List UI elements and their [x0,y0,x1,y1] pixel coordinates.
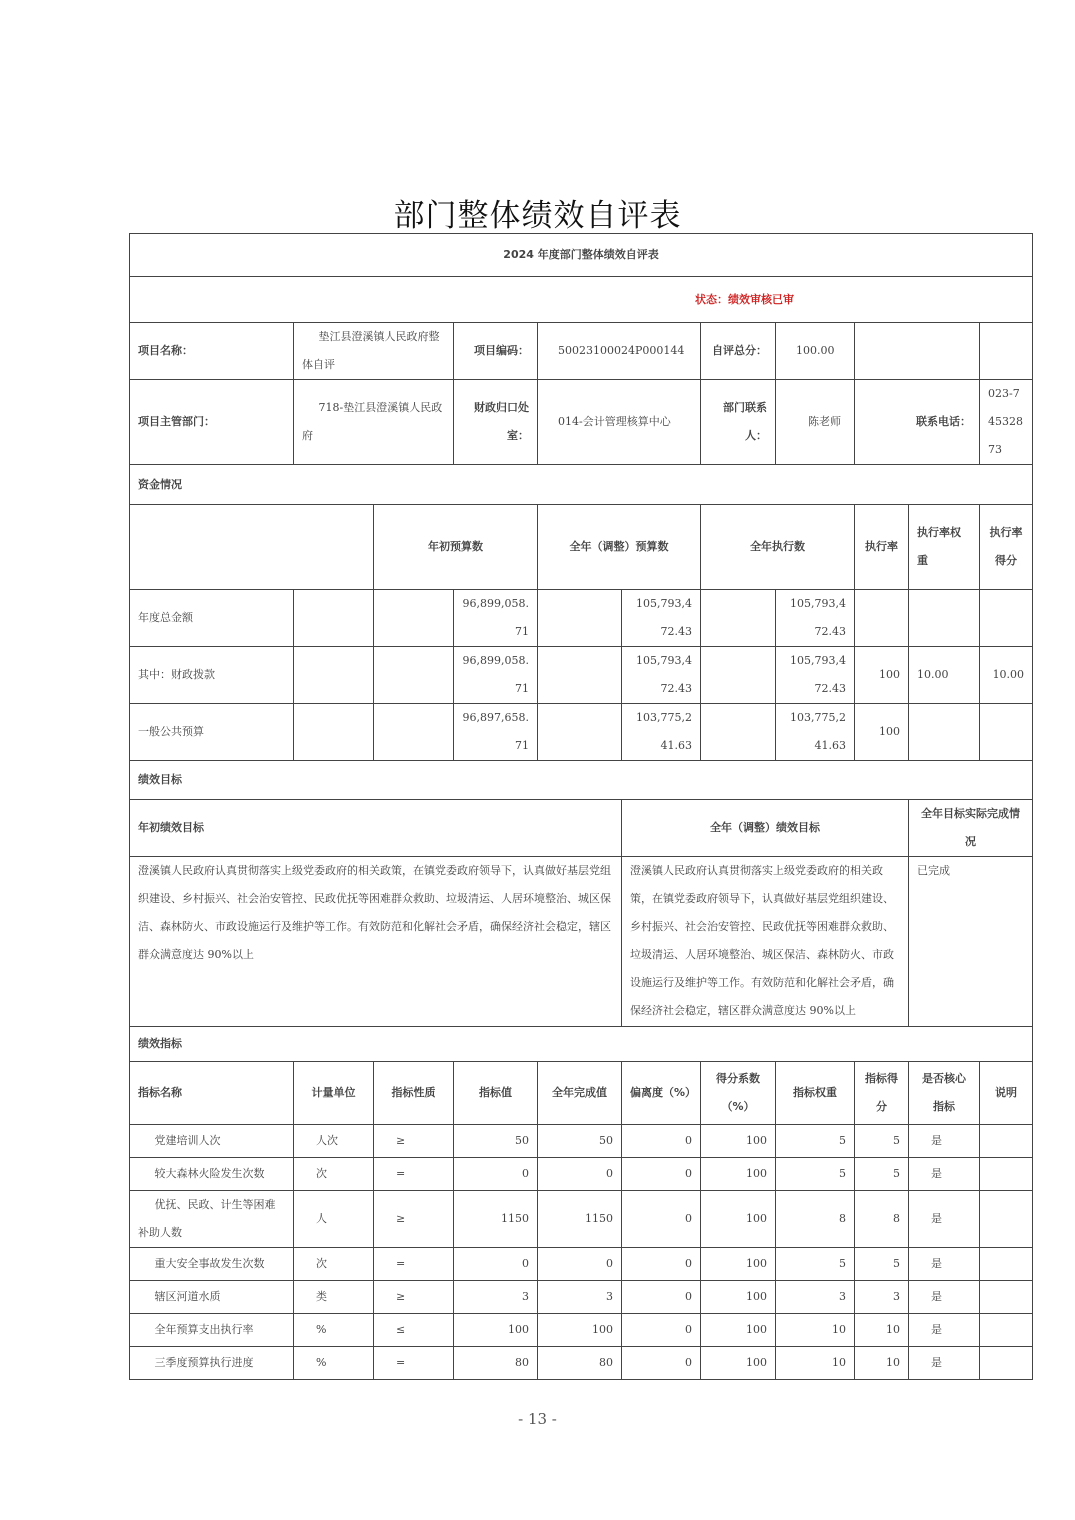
indicator-note [980,1125,1033,1158]
indicator-coef: 100 [701,1314,776,1347]
indicator-nature: ≤ [374,1314,454,1347]
indicator-score: 8 [855,1191,909,1248]
indicator-row [130,1125,1033,1158]
goals-actual-text: 已完成 [909,857,1033,1027]
funds-row-adjusted: 105,793,472.43 [622,590,701,647]
ind-header-core: 是否核心指标 [909,1062,980,1125]
indicator-row [130,1191,1033,1248]
indicator-nature: = [374,1347,454,1380]
goals-header-actual: 全年目标实际完成情况 [909,800,1033,857]
empty-cell [294,647,374,704]
project-name-label: 项目名称： [130,323,294,380]
project-code-value: 50023100024P000144 [538,323,701,380]
indicator-target: 0 [454,1248,538,1281]
indicator-name: 党建培训人次 [130,1125,294,1158]
indicator-weight: 10 [776,1314,855,1347]
indicator-deviation: 0 [622,1248,701,1281]
table-title: 2024 年度部门整体绩效自评表 [130,234,1033,277]
indicator-unit: % [294,1347,374,1380]
indicator-score: 5 [855,1125,909,1158]
indicator-score: 5 [855,1158,909,1191]
empty-cell [701,647,776,704]
contact-label: 部门联系人： [701,380,776,465]
indicator-target: 50 [454,1125,538,1158]
project-name-value: 垫江县澄溪镇人民政府整体自评 [294,323,454,380]
funds-row-rate: 100 [855,647,909,704]
indicator-weight: 5 [776,1248,855,1281]
page-number: - 13 - [518,1410,557,1428]
indicator-unit: 人次 [294,1125,374,1158]
indicator-weight: 3 [776,1281,855,1314]
indicator-target: 1150 [454,1191,538,1248]
indicator-deviation: 0 [622,1125,701,1158]
funds-section-label: 资金情况 [130,465,1033,505]
funds-row-score [980,704,1033,761]
indicator-actual: 0 [538,1158,622,1191]
indicator-actual: 50 [538,1125,622,1158]
indicator-deviation: 0 [622,1347,701,1380]
indicator-nature: ≥ [374,1281,454,1314]
funds-row-executed: 105,793,472.43 [776,590,855,647]
funds-header-adjusted: 全年（调整）预算数 [538,505,701,590]
indicator-name: 重大安全事故发生次数 [130,1248,294,1281]
indicator-nature: = [374,1248,454,1281]
ind-header-name: 指标名称 [130,1062,294,1125]
indicator-deviation: 0 [622,1281,701,1314]
funds-row-executed: 105,793,472.43 [776,647,855,704]
indicator-name: 辖区河道水质 [130,1281,294,1314]
funds-row-adjusted: 103,775,241.63 [622,704,701,761]
funds-row [130,704,1033,761]
funds-row-score: 10.00 [980,647,1033,704]
indicator-actual: 100 [538,1314,622,1347]
indicator-coef: 100 [701,1248,776,1281]
ind-header-coef: 得分系数（%） [701,1062,776,1125]
indicator-score: 10 [855,1347,909,1380]
funds-row-initial: 96,899,058.71 [454,590,538,647]
project-code-label: 项目编码： [454,323,538,380]
indicator-actual: 3 [538,1281,622,1314]
funds-header-executed: 全年执行数 [701,505,855,590]
indicator-target: 100 [454,1314,538,1347]
indicator-unit: 类 [294,1281,374,1314]
empty-cell [538,647,622,704]
indicator-row [130,1347,1033,1380]
indicator-coef: 100 [701,1191,776,1248]
ind-header-deviation: 偏离度（%） [622,1062,701,1125]
indicator-core: 是 [909,1347,980,1380]
funds-row-score [980,590,1033,647]
indicator-coef: 100 [701,1125,776,1158]
indicator-target: 0 [454,1158,538,1191]
phone-value: 023-74532873 [980,380,1033,465]
indicator-nature: ≥ [374,1125,454,1158]
funds-header-rate: 执行率 [855,505,909,590]
indicator-core: 是 [909,1281,980,1314]
funds-row-weight [909,590,980,647]
indicator-row [130,1314,1033,1347]
funds-row-executed: 103,775,241.63 [776,704,855,761]
indicator-deviation: 0 [622,1158,701,1191]
indicator-weight: 8 [776,1191,855,1248]
indicator-actual: 1150 [538,1191,622,1248]
empty-cell [538,704,622,761]
indicator-score: 3 [855,1281,909,1314]
indicator-name: 全年预算支出执行率 [130,1314,294,1347]
funds-header-initial: 年初预算数 [374,505,538,590]
status-row [130,277,1033,323]
indicator-note [980,1248,1033,1281]
funds-header-weight: 执行率权重 [909,505,980,590]
funds-row-rate: 100 [855,704,909,761]
empty-header-cell [130,505,374,590]
funds-header-score: 执行率得分 [980,505,1033,590]
indicator-deviation: 0 [622,1191,701,1248]
finance-office-value: 014-会计管理核算中心 [538,380,701,465]
indicator-note [980,1314,1033,1347]
ind-header-weight: 指标权重 [776,1062,855,1125]
indicator-coef: 100 [701,1281,776,1314]
empty-cell [855,323,980,380]
funds-row [130,590,1033,647]
indicator-unit: 次 [294,1248,374,1281]
goals-initial-text: 澄溪镇人民政府认真贯彻落实上级党委政府的相关政策，在镇党委政府领导下，认真做好基层党组织建设、乡村振兴、社会治安管控、民政优抚等困难群众救助、垃圾清运、人居环境整治、城区保洁、森林防火、市政设施运行及维护等工作。有效防范和化解社会矛盾，确保经济社会稳定，辖区群众满意度达 90%以上 [130,857,622,1027]
indicator-row [130,1281,1033,1314]
funds-row-weight [909,704,980,761]
empty-cell [374,590,454,647]
self-score-value: 100.00 [776,323,855,380]
ind-header-score: 指标得分 [855,1062,909,1125]
indicator-coef: 100 [701,1347,776,1380]
indicator-note [980,1191,1033,1248]
empty-cell [701,590,776,647]
indicator-name: 较大森林火险发生次数 [130,1158,294,1191]
empty-cell [374,647,454,704]
ind-header-nature: 指标性质 [374,1062,454,1125]
indicator-name: 优抚、民政、计生等困难补助人数 [130,1191,294,1248]
funds-row-weight: 10.00 [909,647,980,704]
indicator-row [130,1248,1033,1281]
indicator-score: 10 [855,1314,909,1347]
indicator-core: 是 [909,1158,980,1191]
indicator-actual: 0 [538,1248,622,1281]
dept-value: 718-垫江县澄溪镇人民政府 [294,380,454,465]
indicator-note [980,1158,1033,1191]
indicator-note [980,1347,1033,1380]
indicator-target: 3 [454,1281,538,1314]
empty-cell [374,704,454,761]
indicator-unit: 次 [294,1158,374,1191]
funds-row-name: 一般公共预算 [130,704,294,761]
finance-office-label: 财政归口处室： [454,380,538,465]
document-title: 部门整体绩效自评表 [393,198,682,234]
empty-cell [701,704,776,761]
indicator-nature: ≥ [374,1191,454,1248]
indicator-core: 是 [909,1191,980,1248]
indicator-name: 三季度预算执行进度 [130,1347,294,1380]
indicator-core: 是 [909,1248,980,1281]
indicator-nature: = [374,1158,454,1191]
phone-label: 联系电话： [855,380,980,465]
funds-row-rate [855,590,909,647]
indicator-row [130,1158,1033,1191]
goals-section-label: 绩效目标 [130,761,1033,800]
ind-header-note: 说明 [980,1062,1033,1125]
indicator-unit: 人 [294,1191,374,1248]
indicator-weight: 5 [776,1125,855,1158]
indicator-actual: 80 [538,1347,622,1380]
indicator-note [980,1281,1033,1314]
funds-row-initial: 96,899,058.71 [454,647,538,704]
goals-header-initial: 年初绩效目标 [130,800,622,857]
dept-label: 项目主管部门： [130,380,294,465]
status-badge: 状态：绩效审核已审 [695,292,794,306]
contact-value: 陈老师 [776,380,855,465]
indicator-target: 80 [454,1347,538,1380]
indicator-coef: 100 [701,1158,776,1191]
empty-cell [294,704,374,761]
funds-row-name: 其中：财政拨款 [130,647,294,704]
indicator-weight: 10 [776,1347,855,1380]
self-score-label: 自评总分： [701,323,776,380]
indicator-weight: 5 [776,1158,855,1191]
indicator-core: 是 [909,1125,980,1158]
empty-cell [980,323,1033,380]
ind-header-unit: 计量单位 [294,1062,374,1125]
funds-row-adjusted: 105,793,472.43 [622,647,701,704]
funds-row [130,647,1033,704]
goals-header-adjusted: 全年（调整）绩效目标 [622,800,909,857]
indicator-unit: % [294,1314,374,1347]
funds-row-initial: 96,897,658.71 [454,704,538,761]
indicators-section-label: 绩效指标 [130,1027,1033,1062]
goals-adjusted-text: 澄溪镇人民政府认真贯彻落实上级党委政府的相关政策，在镇党委政府领导下，认真做好基层党组织建设、乡村振兴、社会治安管控、民政优抚等困难群众救助、垃圾清运、人居环境整治、城区保洁、森林防火、市政设施运行及维护等工作。有效防范和化解社会矛盾，确保经济社会稳定，辖区群众满意度达 90%以上 [622,857,909,1027]
indicator-core: 是 [909,1314,980,1347]
empty-cell [538,590,622,647]
ind-header-actual: 全年完成值 [538,1062,622,1125]
self-evaluation-table [129,233,1033,1380]
indicator-score: 5 [855,1248,909,1281]
ind-header-target: 指标值 [454,1062,538,1125]
empty-cell [294,590,374,647]
funds-row-name: 年度总金额 [130,590,294,647]
indicator-deviation: 0 [622,1314,701,1347]
